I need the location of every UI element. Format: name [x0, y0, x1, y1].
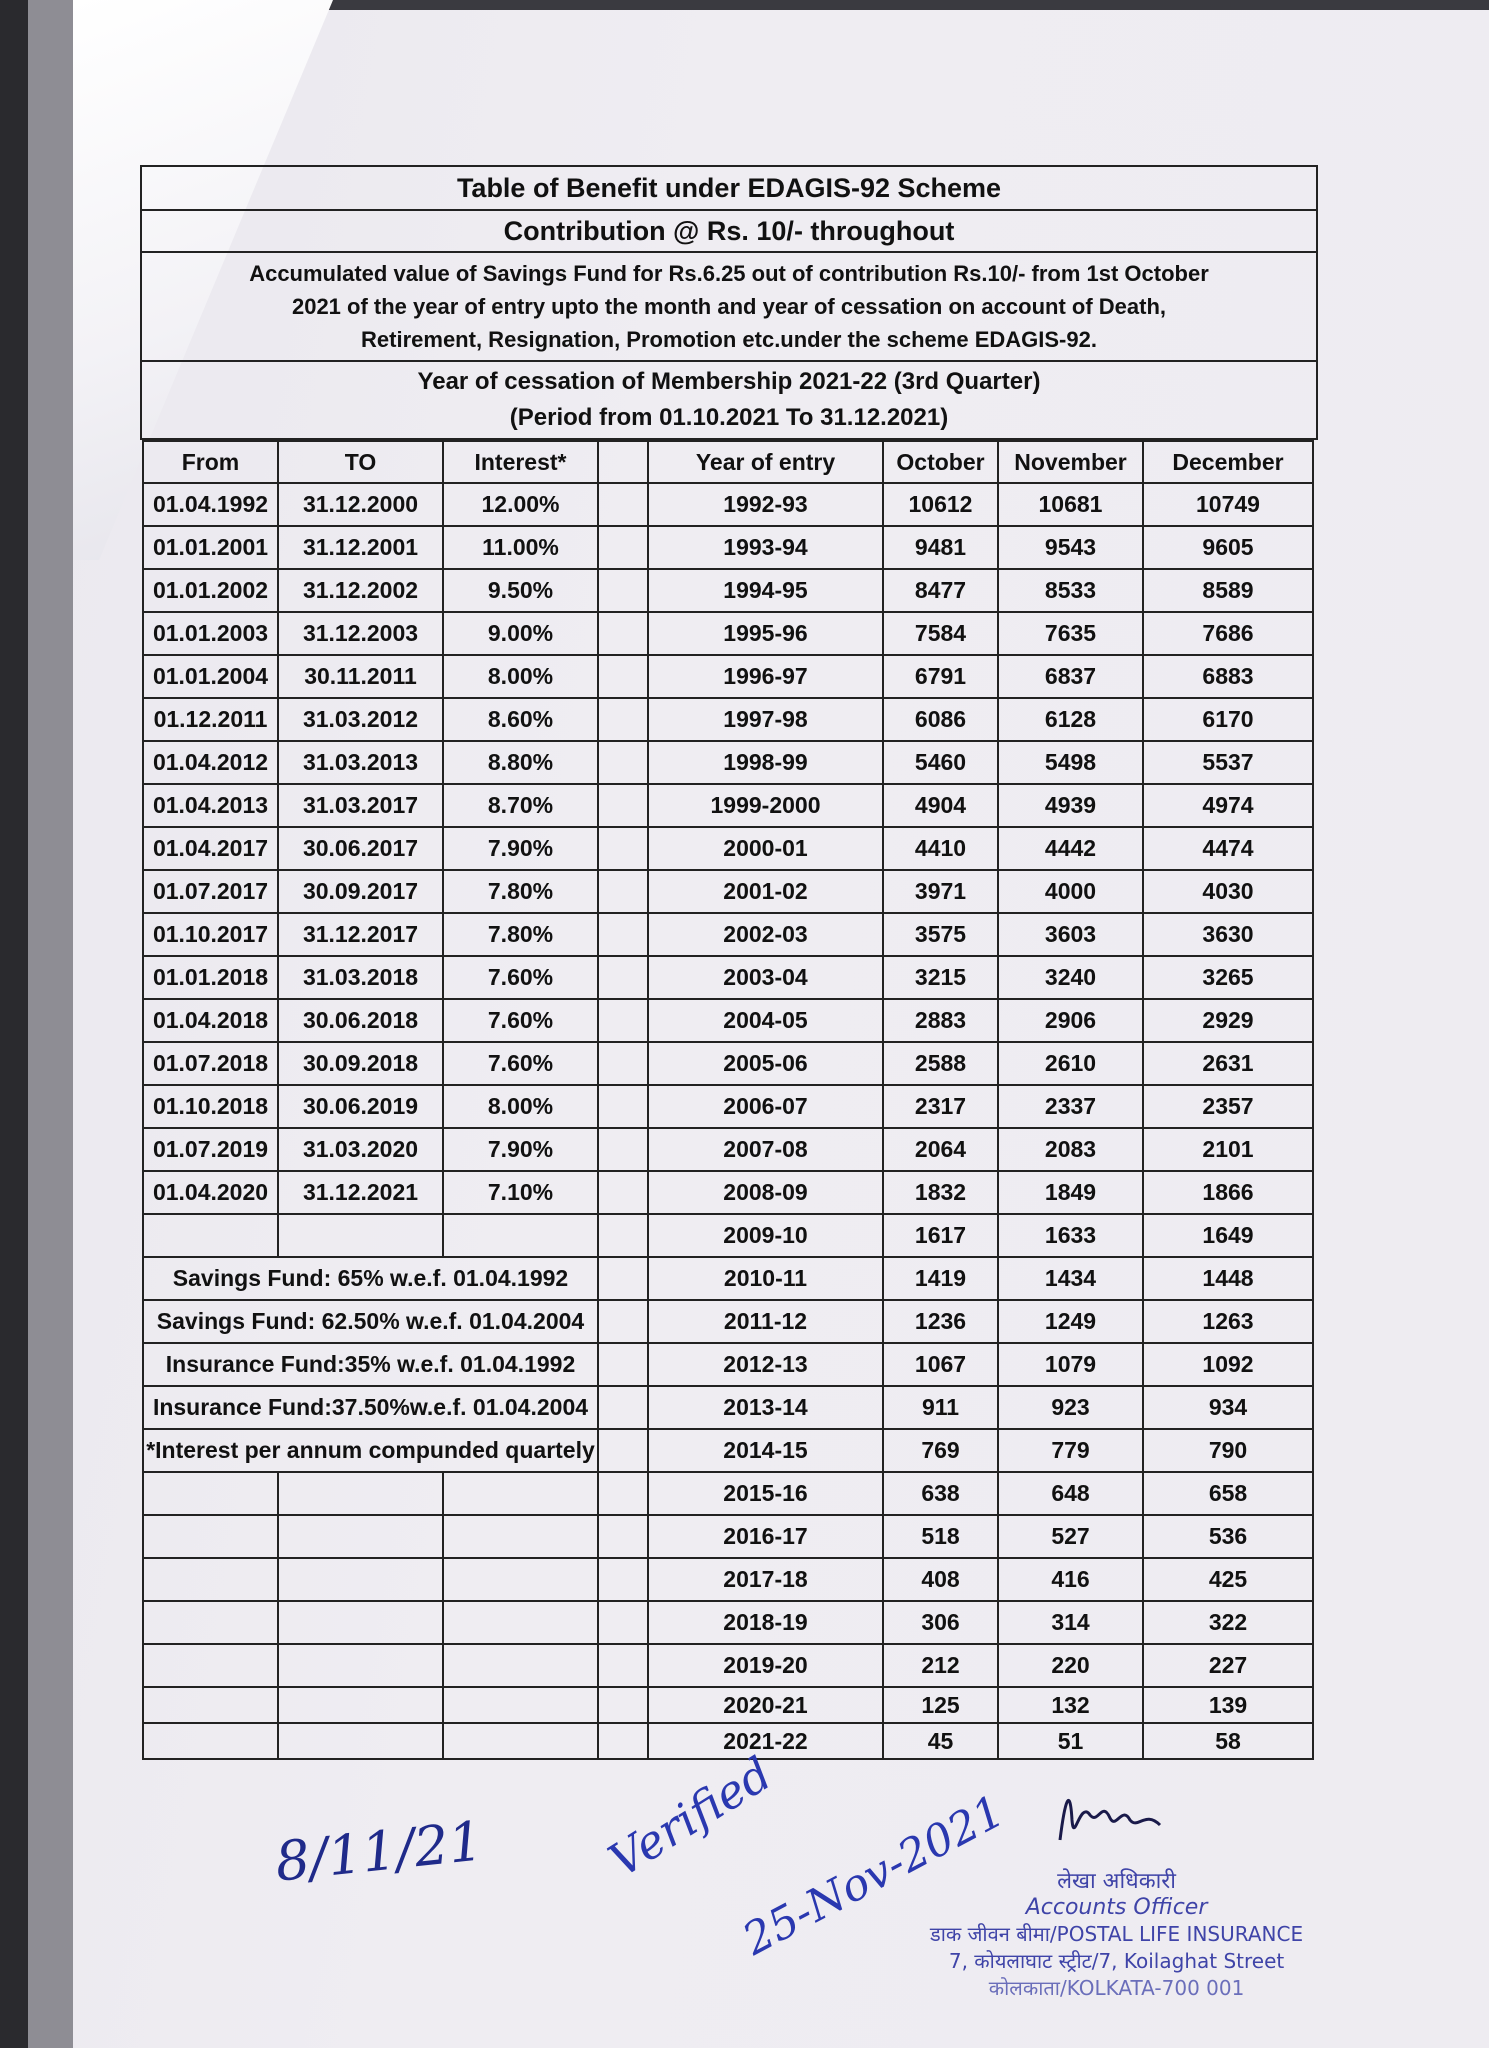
november-value: 648: [998, 1472, 1143, 1515]
interest-rate: 8.70%: [443, 784, 598, 827]
column-spacer: [598, 441, 648, 483]
from-date: 01.04.2020: [143, 1171, 278, 1214]
november-value: 1249: [998, 1300, 1143, 1343]
spacer-cell: [598, 956, 648, 999]
november-value: 527: [998, 1515, 1143, 1558]
december-value: 1092: [1143, 1343, 1313, 1386]
spacer-cell: [598, 655, 648, 698]
october-value: 5460: [883, 741, 998, 784]
to-date: 30.11.2011: [278, 655, 443, 698]
from-date: 01.10.2018: [143, 1085, 278, 1128]
october-value: 911: [883, 1386, 998, 1429]
table-row: [143, 870, 1313, 913]
scan-left-shadow: [28, 0, 73, 2048]
handwritten-initials-date: 8/11/21: [272, 1809, 486, 1894]
table-row: [143, 1343, 1313, 1386]
cessation-year: Year of cessation of Membership 2021-22 (3rd Quarter): [417, 368, 1041, 395]
spacer-cell: [598, 1515, 648, 1558]
officer-signature: [1050, 1780, 1170, 1862]
description-line: Retirement, Resignation, Promotion etc.under the scheme EDAGIS-92.: [361, 327, 1097, 352]
document-title: Table of Benefit under EDAGIS-92 Scheme: [142, 167, 1316, 211]
november-value: 1079: [998, 1343, 1143, 1386]
to-date: 31.12.2021: [278, 1171, 443, 1214]
interest-rate: 11.00%: [443, 526, 598, 569]
year-of-entry: 1999-2000: [648, 784, 883, 827]
year-of-entry: 2004-05: [648, 999, 883, 1042]
from-date: 01.10.2017: [143, 913, 278, 956]
column-from: From: [143, 441, 278, 483]
spacer-cell: [598, 1558, 648, 1601]
stamp-hindi-title: लेखा अधिकारी: [1057, 1869, 1177, 1894]
spacer-cell: [598, 1085, 648, 1128]
december-value: 9605: [1143, 526, 1313, 569]
empty-cell: [443, 1601, 598, 1644]
december-value: 536: [1143, 1515, 1313, 1558]
empty-cell: [278, 1723, 443, 1759]
from-date: 01.04.2013: [143, 784, 278, 827]
year-of-entry: 2021-22: [648, 1723, 883, 1759]
december-value: 425: [1143, 1558, 1313, 1601]
table-row: [143, 1214, 1313, 1257]
interest-rate: 7.80%: [443, 913, 598, 956]
table-row: [143, 1687, 1313, 1723]
october-value: 769: [883, 1429, 998, 1472]
december-value: 934: [1143, 1386, 1313, 1429]
to-date: 31.12.2002: [278, 569, 443, 612]
table-row: [143, 1171, 1313, 1214]
empty-cell: [278, 1515, 443, 1558]
december-value: 3265: [1143, 956, 1313, 999]
october-value: 10612: [883, 483, 998, 526]
from-date: 01.01.2001: [143, 526, 278, 569]
spacer-cell: [598, 1171, 648, 1214]
table-row: [143, 1601, 1313, 1644]
november-value: 923: [998, 1386, 1143, 1429]
table-row: [143, 784, 1313, 827]
december-value: 790: [1143, 1429, 1313, 1472]
empty-cell: [143, 1723, 278, 1759]
december-value: 6170: [1143, 698, 1313, 741]
spacer-cell: [598, 1343, 648, 1386]
from-date: 01.04.1992: [143, 483, 278, 526]
november-value: 3240: [998, 956, 1143, 999]
scan-left-edge: [0, 0, 28, 2048]
november-value: 6837: [998, 655, 1143, 698]
december-value: 4974: [1143, 784, 1313, 827]
table-row: [143, 1386, 1313, 1429]
spacer-cell: [598, 1429, 648, 1472]
october-value: 2883: [883, 999, 998, 1042]
from-date: 01.01.2004: [143, 655, 278, 698]
from-date: 01.01.2002: [143, 569, 278, 612]
table-row: [143, 827, 1313, 870]
to-date: 31.03.2017: [278, 784, 443, 827]
empty-cell: [143, 1601, 278, 1644]
stamp-address: 7, कोयलाघाट स्ट्रीट/7, Koilaghat Street: [948, 1949, 1285, 1973]
column-november: November: [998, 441, 1143, 483]
october-value: 1236: [883, 1300, 998, 1343]
spacer-cell: [598, 483, 648, 526]
spacer-cell: [598, 999, 648, 1042]
stamp-office: डाक जीवन बीमा/POSTAL LIFE INSURANCE: [930, 1922, 1304, 1946]
from-date: 01.04.2012: [143, 741, 278, 784]
interest-rate: 7.80%: [443, 870, 598, 913]
table-row: [143, 1128, 1313, 1171]
to-date: 31.03.2020: [278, 1128, 443, 1171]
year-of-entry: 2010-11: [648, 1257, 883, 1300]
year-of-entry: 2002-03: [648, 913, 883, 956]
year-of-entry: 2018-19: [648, 1601, 883, 1644]
december-value: 4474: [1143, 827, 1313, 870]
year-of-entry: 2001-02: [648, 870, 883, 913]
table-row: [143, 1429, 1313, 1472]
year-of-entry: 2011-12: [648, 1300, 883, 1343]
october-value: 1832: [883, 1171, 998, 1214]
from-date: 01.07.2019: [143, 1128, 278, 1171]
december-value: 10749: [1143, 483, 1313, 526]
table-row: [143, 741, 1313, 784]
empty-cell: [278, 1472, 443, 1515]
to-date: 31.12.2003: [278, 612, 443, 655]
october-value: 518: [883, 1515, 998, 1558]
november-value: 2083: [998, 1128, 1143, 1171]
stamp-city: कोलकाता/KOLKATA-700 001: [988, 1976, 1245, 2000]
year-of-entry: 2015-16: [648, 1472, 883, 1515]
october-value: 4904: [883, 784, 998, 827]
october-value: 3971: [883, 870, 998, 913]
december-value: 58: [1143, 1723, 1313, 1759]
document-header: [140, 165, 1318, 440]
october-value: 212: [883, 1644, 998, 1687]
table-row: [143, 1644, 1313, 1687]
contribution-line: Contribution @ Rs. 10/- throughout: [142, 211, 1316, 253]
table-row: [143, 655, 1313, 698]
december-value: 5537: [1143, 741, 1313, 784]
november-value: 1434: [998, 1257, 1143, 1300]
november-value: 9543: [998, 526, 1143, 569]
october-value: 6791: [883, 655, 998, 698]
year-of-entry: 2020-21: [648, 1687, 883, 1723]
interest-rate: 9.50%: [443, 569, 598, 612]
to-date: 30.09.2018: [278, 1042, 443, 1085]
november-value: 4000: [998, 870, 1143, 913]
december-value: 2631: [1143, 1042, 1313, 1085]
spacer-cell: [598, 1472, 648, 1515]
empty-cell: [278, 1644, 443, 1687]
december-value: 3630: [1143, 913, 1313, 956]
year-of-entry: 1996-97: [648, 655, 883, 698]
december-value: 2101: [1143, 1128, 1313, 1171]
to-date: 31.12.2017: [278, 913, 443, 956]
november-value: 7635: [998, 612, 1143, 655]
spacer-cell: [598, 827, 648, 870]
december-value: 1649: [1143, 1214, 1313, 1257]
october-value: 9481: [883, 526, 998, 569]
spacer-cell: [598, 784, 648, 827]
interest-rate: 7.90%: [443, 1128, 598, 1171]
from-date: 01.07.2017: [143, 870, 278, 913]
cessation-heading: [142, 362, 1316, 440]
november-value: 1849: [998, 1171, 1143, 1214]
column-december: December: [1143, 441, 1313, 483]
spacer-cell: [598, 1644, 648, 1687]
interest-rate: 7.60%: [443, 999, 598, 1042]
december-value: 2929: [1143, 999, 1313, 1042]
empty-cell: [143, 1515, 278, 1558]
interest-rate: 7.60%: [443, 956, 598, 999]
interest-rate: 8.80%: [443, 741, 598, 784]
interest-rate: 7.60%: [443, 1042, 598, 1085]
november-value: 220: [998, 1644, 1143, 1687]
table-row: [143, 913, 1313, 956]
october-value: 408: [883, 1558, 998, 1601]
empty-cell: [443, 1515, 598, 1558]
empty-cell: [443, 1214, 598, 1257]
table-row: [143, 569, 1313, 612]
column-to: TO: [278, 441, 443, 483]
empty-cell: [278, 1558, 443, 1601]
spacer-cell: [598, 1601, 648, 1644]
interest-rate: 7.90%: [443, 827, 598, 870]
handwritten-verified-date: 25-Nov-2021: [734, 1785, 1013, 1966]
december-value: 322: [1143, 1601, 1313, 1644]
to-date: 30.06.2019: [278, 1085, 443, 1128]
table-row: [143, 1472, 1313, 1515]
table-row: [143, 956, 1313, 999]
description-line: Accumulated value of Savings Fund for Rs.6.25 out of contribution Rs.10/- from 1st October: [249, 261, 1209, 286]
from-date: 01.04.2018: [143, 999, 278, 1042]
table-header-row: [143, 441, 1313, 483]
november-value: 6128: [998, 698, 1143, 741]
year-of-entry: 1994-95: [648, 569, 883, 612]
table-row: [143, 1042, 1313, 1085]
table-row: [143, 526, 1313, 569]
interest-rate: 9.00%: [443, 612, 598, 655]
november-value: 779: [998, 1429, 1143, 1472]
december-value: 139: [1143, 1687, 1313, 1723]
column-october: October: [883, 441, 998, 483]
november-value: 1633: [998, 1214, 1143, 1257]
benefit-table: [142, 440, 1314, 1760]
spacer-cell: [598, 870, 648, 913]
empty-cell: [278, 1687, 443, 1723]
year-of-entry: 2000-01: [648, 827, 883, 870]
december-value: 8589: [1143, 569, 1313, 612]
from-date: 01.12.2011: [143, 698, 278, 741]
december-value: 227: [1143, 1644, 1313, 1687]
empty-cell: [143, 1558, 278, 1601]
december-value: 658: [1143, 1472, 1313, 1515]
year-of-entry: 2003-04: [648, 956, 883, 999]
spacer-cell: [598, 526, 648, 569]
november-value: 2610: [998, 1042, 1143, 1085]
cessation-period: (Period from 01.10.2021 To 31.12.2021): [509, 404, 949, 431]
year-of-entry: 2016-17: [648, 1515, 883, 1558]
december-value: 1263: [1143, 1300, 1313, 1343]
officer-stamp: [930, 1865, 1303, 2001]
spacer-cell: [598, 1257, 648, 1300]
spacer-cell: [598, 1723, 648, 1759]
november-value: 2906: [998, 999, 1143, 1042]
october-value: 6086: [883, 698, 998, 741]
november-value: 3603: [998, 913, 1143, 956]
spacer-cell: [598, 569, 648, 612]
empty-cell: [278, 1601, 443, 1644]
year-of-entry: 1997-98: [648, 698, 883, 741]
empty-cell: [443, 1558, 598, 1601]
spacer-cell: [598, 1042, 648, 1085]
october-value: 1067: [883, 1343, 998, 1386]
table-row: [143, 1515, 1313, 1558]
fund-note: Savings Fund: 62.50% w.e.f. 01.04.2004: [143, 1300, 598, 1343]
november-value: 4442: [998, 827, 1143, 870]
empty-cell: [443, 1723, 598, 1759]
fund-note: Insurance Fund:37.50%w.e.f. 01.04.2004: [143, 1386, 598, 1429]
october-value: 638: [883, 1472, 998, 1515]
october-value: 4410: [883, 827, 998, 870]
october-value: 1419: [883, 1257, 998, 1300]
year-of-entry: 2013-14: [648, 1386, 883, 1429]
interest-rate: 8.00%: [443, 1085, 598, 1128]
spacer-cell: [598, 698, 648, 741]
table-row: [143, 999, 1313, 1042]
november-value: 2337: [998, 1085, 1143, 1128]
table-row: [143, 1257, 1313, 1300]
december-value: 2357: [1143, 1085, 1313, 1128]
december-value: 6883: [1143, 655, 1313, 698]
empty-cell: [143, 1687, 278, 1723]
year-of-entry: 2006-07: [648, 1085, 883, 1128]
spacer-cell: [598, 612, 648, 655]
year-of-entry: 2008-09: [648, 1171, 883, 1214]
year-of-entry: 1993-94: [648, 526, 883, 569]
to-date: 30.06.2017: [278, 827, 443, 870]
november-value: 5498: [998, 741, 1143, 784]
empty-cell: [443, 1644, 598, 1687]
december-value: 1866: [1143, 1171, 1313, 1214]
to-date: 31.03.2018: [278, 956, 443, 999]
year-of-entry: 2014-15: [648, 1429, 883, 1472]
to-date: 30.06.2018: [278, 999, 443, 1042]
handwritten-verified: Verified: [599, 1746, 781, 1888]
signature-scribble: [1050, 1780, 1170, 1850]
november-value: 416: [998, 1558, 1143, 1601]
interest-rate: 8.60%: [443, 698, 598, 741]
table-row: [143, 698, 1313, 741]
table-row: [143, 1558, 1313, 1601]
december-value: 4030: [1143, 870, 1313, 913]
description-line: 2021 of the year of entry upto the month and year of cessation on account of Death,: [291, 294, 1167, 319]
to-date: 31.12.2000: [278, 483, 443, 526]
october-value: 1617: [883, 1214, 998, 1257]
empty-cell: [143, 1214, 278, 1257]
column-year-of-entry: Year of entry: [648, 441, 883, 483]
spacer-cell: [598, 741, 648, 784]
from-date: 01.01.2003: [143, 612, 278, 655]
year-of-entry: 2017-18: [648, 1558, 883, 1601]
october-value: 7584: [883, 612, 998, 655]
year-of-entry: 2007-08: [648, 1128, 883, 1171]
november-value: 10681: [998, 483, 1143, 526]
spacer-cell: [598, 1214, 648, 1257]
spacer-cell: [598, 1687, 648, 1723]
empty-cell: [143, 1644, 278, 1687]
october-value: 2588: [883, 1042, 998, 1085]
interest-rate: 7.10%: [443, 1171, 598, 1214]
empty-cell: [443, 1472, 598, 1515]
year-of-entry: 2019-20: [648, 1644, 883, 1687]
table-row: [143, 1723, 1313, 1759]
november-value: 132: [998, 1687, 1143, 1723]
year-of-entry: 1992-93: [648, 483, 883, 526]
table-row: [143, 612, 1313, 655]
table-row: [143, 483, 1313, 526]
from-date: 01.07.2018: [143, 1042, 278, 1085]
empty-cell: [143, 1472, 278, 1515]
october-value: 125: [883, 1687, 998, 1723]
december-value: 7686: [1143, 612, 1313, 655]
empty-cell: [443, 1687, 598, 1723]
interest-rate: 12.00%: [443, 483, 598, 526]
october-value: 2064: [883, 1128, 998, 1171]
spacer-cell: [598, 913, 648, 956]
stamp-title: Accounts Officer: [1025, 1895, 1208, 1920]
year-of-entry: 1998-99: [648, 741, 883, 784]
year-of-entry: 2009-10: [648, 1214, 883, 1257]
scheme-description: [142, 253, 1316, 362]
to-date: 30.09.2017: [278, 870, 443, 913]
fund-note: *Interest per annum compunded quartely: [143, 1429, 598, 1472]
to-date: 31.12.2001: [278, 526, 443, 569]
november-value: 314: [998, 1601, 1143, 1644]
spacer-cell: [598, 1128, 648, 1171]
table-row: [143, 1085, 1313, 1128]
november-value: 8533: [998, 569, 1143, 612]
empty-cell: [278, 1214, 443, 1257]
from-date: 01.04.2017: [143, 827, 278, 870]
column-interest: Interest*: [443, 441, 598, 483]
october-value: 3575: [883, 913, 998, 956]
interest-rate: 8.00%: [443, 655, 598, 698]
benefit-document: [140, 165, 1318, 1760]
november-value: 51: [998, 1723, 1143, 1759]
from-date: 01.01.2018: [143, 956, 278, 999]
fund-note: Insurance Fund:35% w.e.f. 01.04.1992: [143, 1343, 598, 1386]
spacer-cell: [598, 1386, 648, 1429]
october-value: 3215: [883, 956, 998, 999]
year-of-entry: 2005-06: [648, 1042, 883, 1085]
to-date: 31.03.2013: [278, 741, 443, 784]
table-row: [143, 1300, 1313, 1343]
year-of-entry: 1995-96: [648, 612, 883, 655]
to-date: 31.03.2012: [278, 698, 443, 741]
october-value: 45: [883, 1723, 998, 1759]
year-of-entry: 2012-13: [648, 1343, 883, 1386]
fund-note: Savings Fund: 65% w.e.f. 01.04.1992: [143, 1257, 598, 1300]
november-value: 4939: [998, 784, 1143, 827]
october-value: 2317: [883, 1085, 998, 1128]
october-value: 8477: [883, 569, 998, 612]
december-value: 1448: [1143, 1257, 1313, 1300]
october-value: 306: [883, 1601, 998, 1644]
spacer-cell: [598, 1300, 648, 1343]
